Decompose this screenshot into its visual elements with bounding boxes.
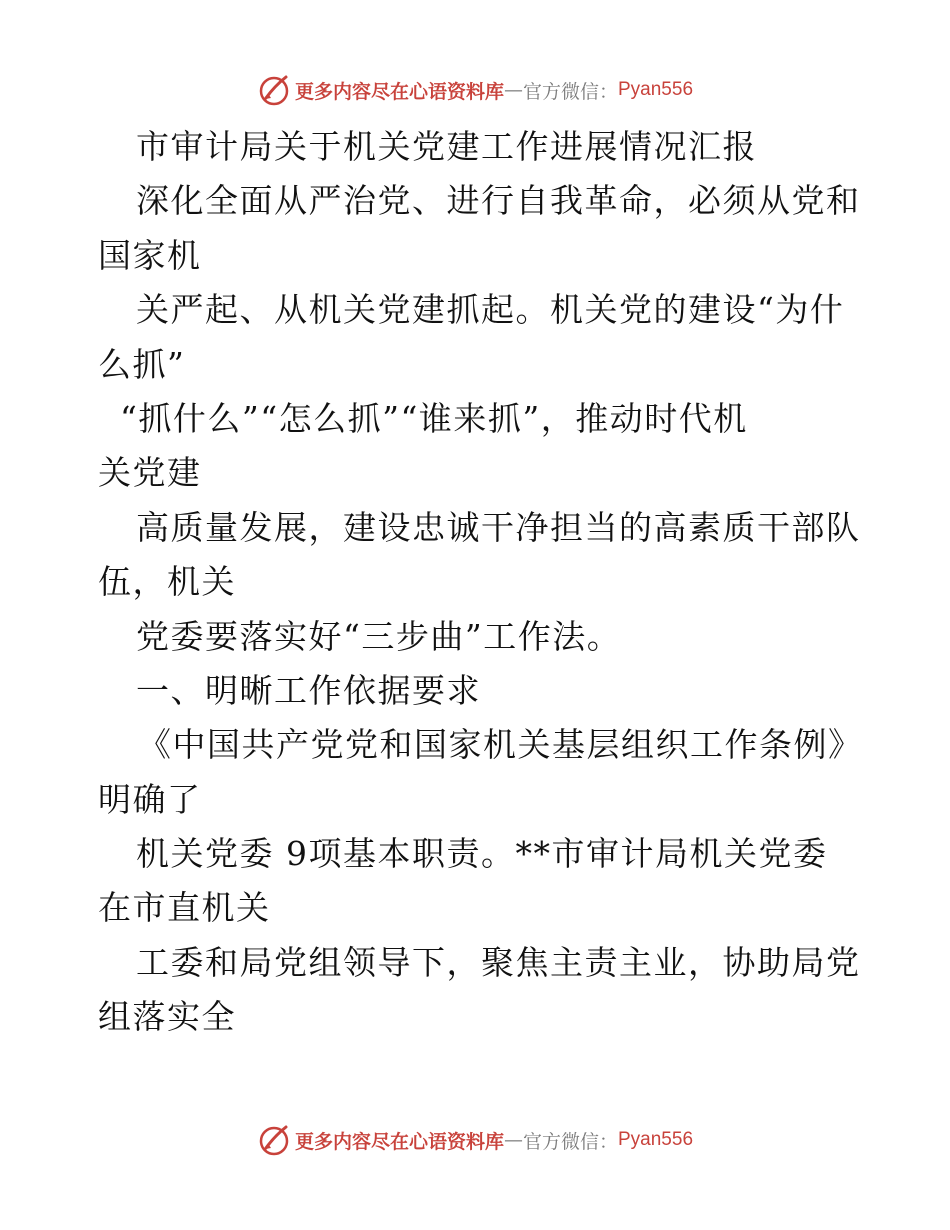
paragraph-line: 机关党委 9项基本职责。**市审计局机关党委	[136, 834, 828, 874]
paragraph-line: “抓什么”“怎么抓”“谁来抓”，推动时代机	[120, 398, 748, 438]
paragraph-line: 党委要落实好“三步曲”工作法。	[136, 616, 622, 656]
brush-seal-icon	[257, 1123, 291, 1157]
brush-seal-icon	[257, 73, 291, 107]
watermark-banner-top	[0, 70, 950, 110]
section-heading: 一、明晰工作依据要求	[136, 670, 481, 710]
paragraph-line: 关党建	[98, 453, 202, 493]
paragraph-line: 伍，机关	[98, 562, 236, 602]
paragraph-line: 国家机	[98, 235, 202, 275]
watermark-account: Pyan556	[618, 79, 694, 100]
watermark-label: 官方微信：	[522, 80, 618, 103]
paragraph-line: 工委和局党组领导下，聚焦主责主业，协助局党	[136, 942, 861, 982]
paragraph-line: 明确了	[98, 779, 202, 819]
paragraph-line: 高质量发展，建设忠诚干净担当的高素质干部队	[136, 507, 861, 547]
paragraph-line: 在市直机关	[98, 888, 271, 928]
watermark-banner-bottom	[0, 1120, 950, 1160]
paragraph-line: 关严起、从机关党建抓起。机关党的建设“为什	[136, 290, 845, 330]
paragraph-line: 《中国共产党党和国家机关基层组织工作条例》	[138, 725, 863, 765]
watermark-text: 更多内容尽在心语资料库	[294, 1130, 504, 1153]
watermark-text: 更多内容尽在心语资料库	[294, 80, 504, 103]
watermark-label: 官方微信：	[522, 1130, 618, 1153]
paragraph-line: 组落实全	[98, 997, 236, 1037]
watermark-account: Pyan556	[618, 1129, 694, 1150]
document-title: 市审计局关于机关党建工作进展情况汇报	[136, 127, 757, 166]
document-body	[98, 120, 863, 1045]
watermark-separator: —	[503, 79, 523, 101]
watermark-separator: —	[503, 1129, 523, 1151]
paragraph-line: 么抓”	[98, 344, 186, 384]
paragraph-line: 深化全面从严治党、进行自我革命，必须从党和	[136, 181, 861, 221]
